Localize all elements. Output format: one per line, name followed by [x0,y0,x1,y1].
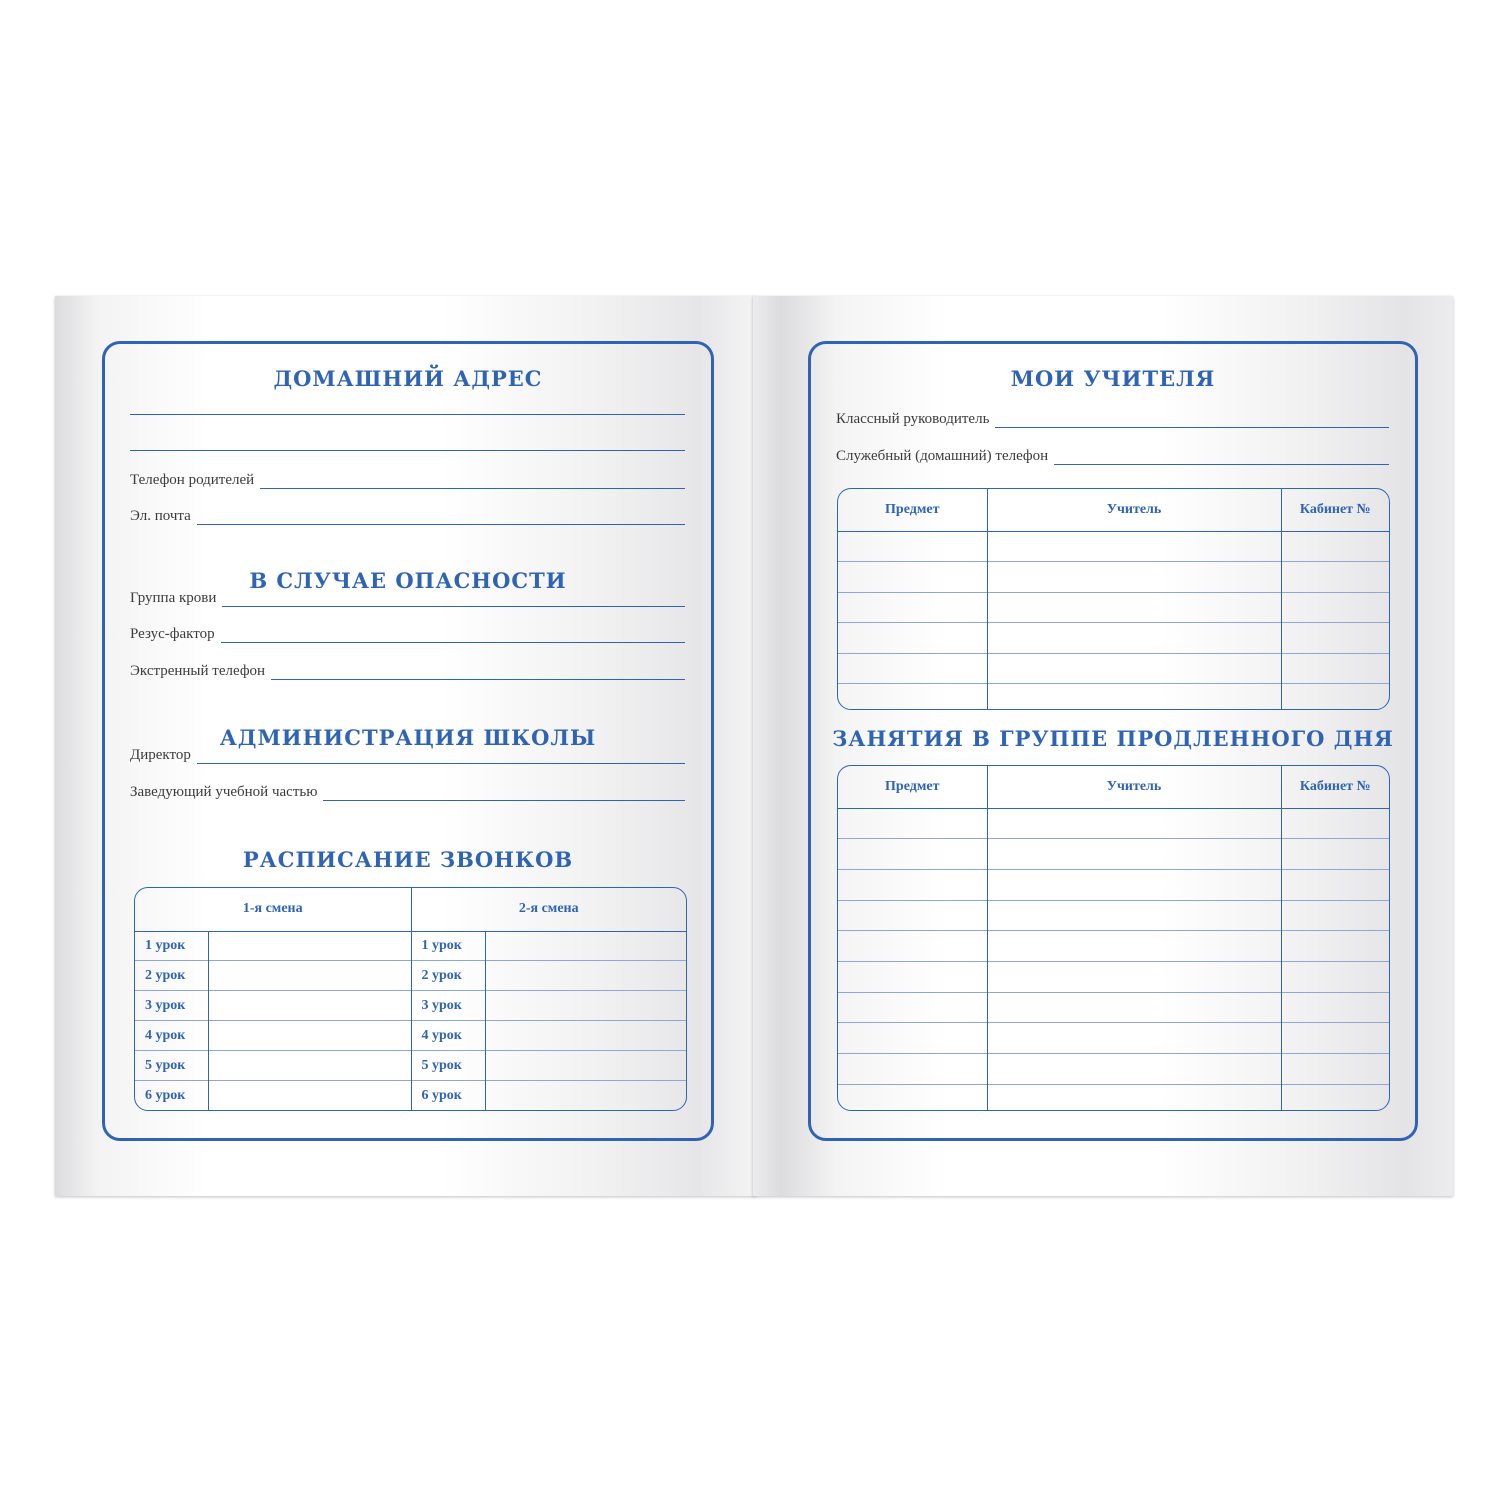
rhesus-rule [221,628,685,643]
blood-group-label: Группа крови [130,590,217,606]
teacher-cell[interactable] [987,684,1281,710]
bell-schedule-table [134,887,687,1111]
subject-cell[interactable] [838,900,987,931]
teacher-cell[interactable] [987,562,1281,593]
address-line-2[interactable] [130,450,685,451]
shift1-header: 1-я смена [135,888,411,931]
table-row [838,839,1389,870]
table-row [838,1054,1389,1085]
shift1-lesson-label: 3 урок [135,991,208,1021]
table-row [838,592,1389,623]
table-row [838,992,1389,1023]
bell-row [135,1081,686,1110]
subject-cell[interactable] [838,623,987,654]
table-row [838,562,1389,593]
shift1-time-cell[interactable] [208,961,411,991]
subject-cell[interactable] [838,869,987,900]
teachers-table [837,488,1390,710]
table-row [838,900,1389,931]
table-row [838,1084,1389,1110]
subject-cell[interactable] [838,1023,987,1054]
teacher-cell[interactable] [987,962,1281,993]
bell-row [135,961,686,991]
after-school-title: ЗАНЯТИЯ В ГРУППЕ ПРОДЛЕННОГО ДНЯ [832,726,1394,751]
teachers-teacher-header: Учитель [987,489,1281,531]
danger-title: В СЛУЧАЕ ОПАСНОСТИ [249,568,567,593]
diary-spread [55,296,1453,1198]
room-cell[interactable] [1281,992,1389,1023]
shift1-time-cell[interactable] [208,1051,411,1081]
shift2-header: 2-я смена [411,888,686,931]
bell-row [135,931,686,961]
bell-row [135,1021,686,1051]
rhesus-field[interactable] [130,625,685,643]
shift1-lesson-label: 5 урок [135,1051,208,1081]
address-line-1[interactable] [130,414,685,415]
head-teacher-field[interactable] [130,783,685,801]
rhesus-label: Резус-фактор [130,626,215,642]
room-cell[interactable] [1281,962,1389,993]
teachers-title: МОИ УЧИТЕЛЯ [1010,366,1216,391]
teacher-cell[interactable] [987,808,1281,839]
after-school-table [837,765,1390,1111]
bells-title: РАСПИСАНИЕ ЗВОНКОВ [242,847,574,872]
teacher-cell[interactable] [987,653,1281,684]
subject-cell[interactable] [838,808,987,839]
director-rule [197,749,685,764]
emergency-phone-label: Экстренный телефон [130,663,266,679]
subject-cell[interactable] [838,531,987,562]
shift2-time-cell[interactable] [485,931,686,961]
table-row [838,931,1389,962]
teacher-cell[interactable] [987,839,1281,870]
shift2-time-cell[interactable] [485,1081,686,1110]
room-cell[interactable] [1281,1054,1389,1085]
teacher-cell[interactable] [987,1084,1281,1110]
director-field[interactable] [130,746,685,764]
room-cell[interactable] [1281,653,1389,684]
blood-group-field[interactable] [130,589,685,607]
subject-cell[interactable] [838,1054,987,1085]
subject-cell[interactable] [838,839,987,870]
room-cell[interactable] [1281,931,1389,962]
subject-cell[interactable] [838,684,987,710]
table-row [838,869,1389,900]
subject-cell[interactable] [838,962,987,993]
shift2-lesson-label: 1 урок [411,931,485,961]
class-teacher-label: Классный руководитель [836,411,990,427]
room-cell[interactable] [1281,808,1389,839]
teachers-subject-header: Предмет [838,489,987,531]
shift2-time-cell[interactable] [485,961,686,991]
shift1-lesson-label: 6 урок [135,1081,208,1110]
head-teacher-label: Заведующий учебной частью [130,784,318,800]
parents-phone-field[interactable] [130,471,685,489]
parents-phone-rule [260,474,685,489]
teacher-cell[interactable] [987,531,1281,562]
teacher-cell[interactable] [987,900,1281,931]
teacher-cell[interactable] [987,592,1281,623]
teacher-cell[interactable] [987,869,1281,900]
subject-cell[interactable] [838,992,987,1023]
room-cell[interactable] [1281,1084,1389,1110]
subject-cell[interactable] [838,653,987,684]
shift2-lesson-label: 2 урок [411,961,485,991]
room-cell[interactable] [1281,531,1389,562]
shift1-time-cell[interactable] [208,931,411,961]
shift2-lesson-label: 5 урок [411,1051,485,1081]
teacher-cell[interactable] [987,623,1281,654]
right-page [753,296,1453,1196]
teacher-phone-label: Служебный (домашний) телефон [836,448,1049,464]
subject-cell[interactable] [838,1084,987,1110]
teacher-cell[interactable] [987,1023,1281,1054]
table-row [838,684,1389,710]
teacher-phone-rule [1054,450,1389,465]
room-cell[interactable] [1281,900,1389,931]
teacher-cell[interactable] [987,931,1281,962]
shift2-lesson-label: 3 урок [411,991,485,1021]
left-page [55,296,755,1196]
room-cell[interactable] [1281,839,1389,870]
shift1-time-cell[interactable] [208,991,411,1021]
administration-title: АДМИНИСТРАЦИЯ ШКОЛЫ [219,725,597,750]
after-school-room-header: Кабинет № [1281,766,1389,808]
class-teacher-rule [995,413,1389,428]
room-cell[interactable] [1281,592,1389,623]
shift1-lesson-label: 2 урок [135,961,208,991]
bell-row [135,991,686,1021]
room-cell[interactable] [1281,869,1389,900]
class-teacher-field[interactable] [836,410,1389,428]
room-cell[interactable] [1281,623,1389,654]
after-school-subject-header: Предмет [838,766,987,808]
teacher-cell[interactable] [987,992,1281,1023]
teachers-room-header: Кабинет № [1281,489,1389,531]
shift1-time-cell[interactable] [208,1081,411,1110]
table-row [838,808,1389,839]
bell-row [135,1051,686,1081]
email-rule [197,510,685,525]
shift2-time-cell[interactable] [485,1051,686,1081]
table-row [838,962,1389,993]
teacher-cell[interactable] [987,1054,1281,1085]
table-row [838,623,1389,654]
shift2-time-cell[interactable] [485,991,686,1021]
shift2-time-cell[interactable] [485,1021,686,1051]
after-school-teacher-header: Учитель [987,766,1281,808]
left-page-frame [102,341,714,1141]
parents-phone-label: Телефон родителей [130,472,255,488]
email-field[interactable] [130,507,685,525]
table-row [838,531,1389,562]
table-row [838,1023,1389,1054]
shift1-time-cell[interactable] [208,1021,411,1051]
emergency-phone-field[interactable] [130,662,685,680]
shift1-lesson-label: 1 урок [145,937,186,953]
home-address-title: ДОМАШНИЙ АДРЕС [273,366,543,391]
right-page-frame [808,341,1418,1141]
emergency-phone-rule [271,665,685,680]
blood-group-rule [222,592,685,607]
room-cell[interactable] [1281,1023,1389,1054]
subject-cell[interactable] [838,562,987,593]
shift2-lesson-label: 6 урок [411,1081,485,1110]
subject-cell[interactable] [838,931,987,962]
subject-cell[interactable] [838,592,987,623]
email-label: Эл. почта [130,508,191,524]
shift1-lesson-label: 4 урок [135,1021,208,1051]
director-label: Директор [130,747,191,763]
table-row [838,653,1389,684]
room-cell[interactable] [1281,562,1389,593]
teacher-phone-field[interactable] [836,447,1389,465]
shift2-lesson-label: 4 урок [411,1021,485,1051]
head-teacher-rule [323,786,685,801]
room-cell[interactable] [1281,684,1389,710]
